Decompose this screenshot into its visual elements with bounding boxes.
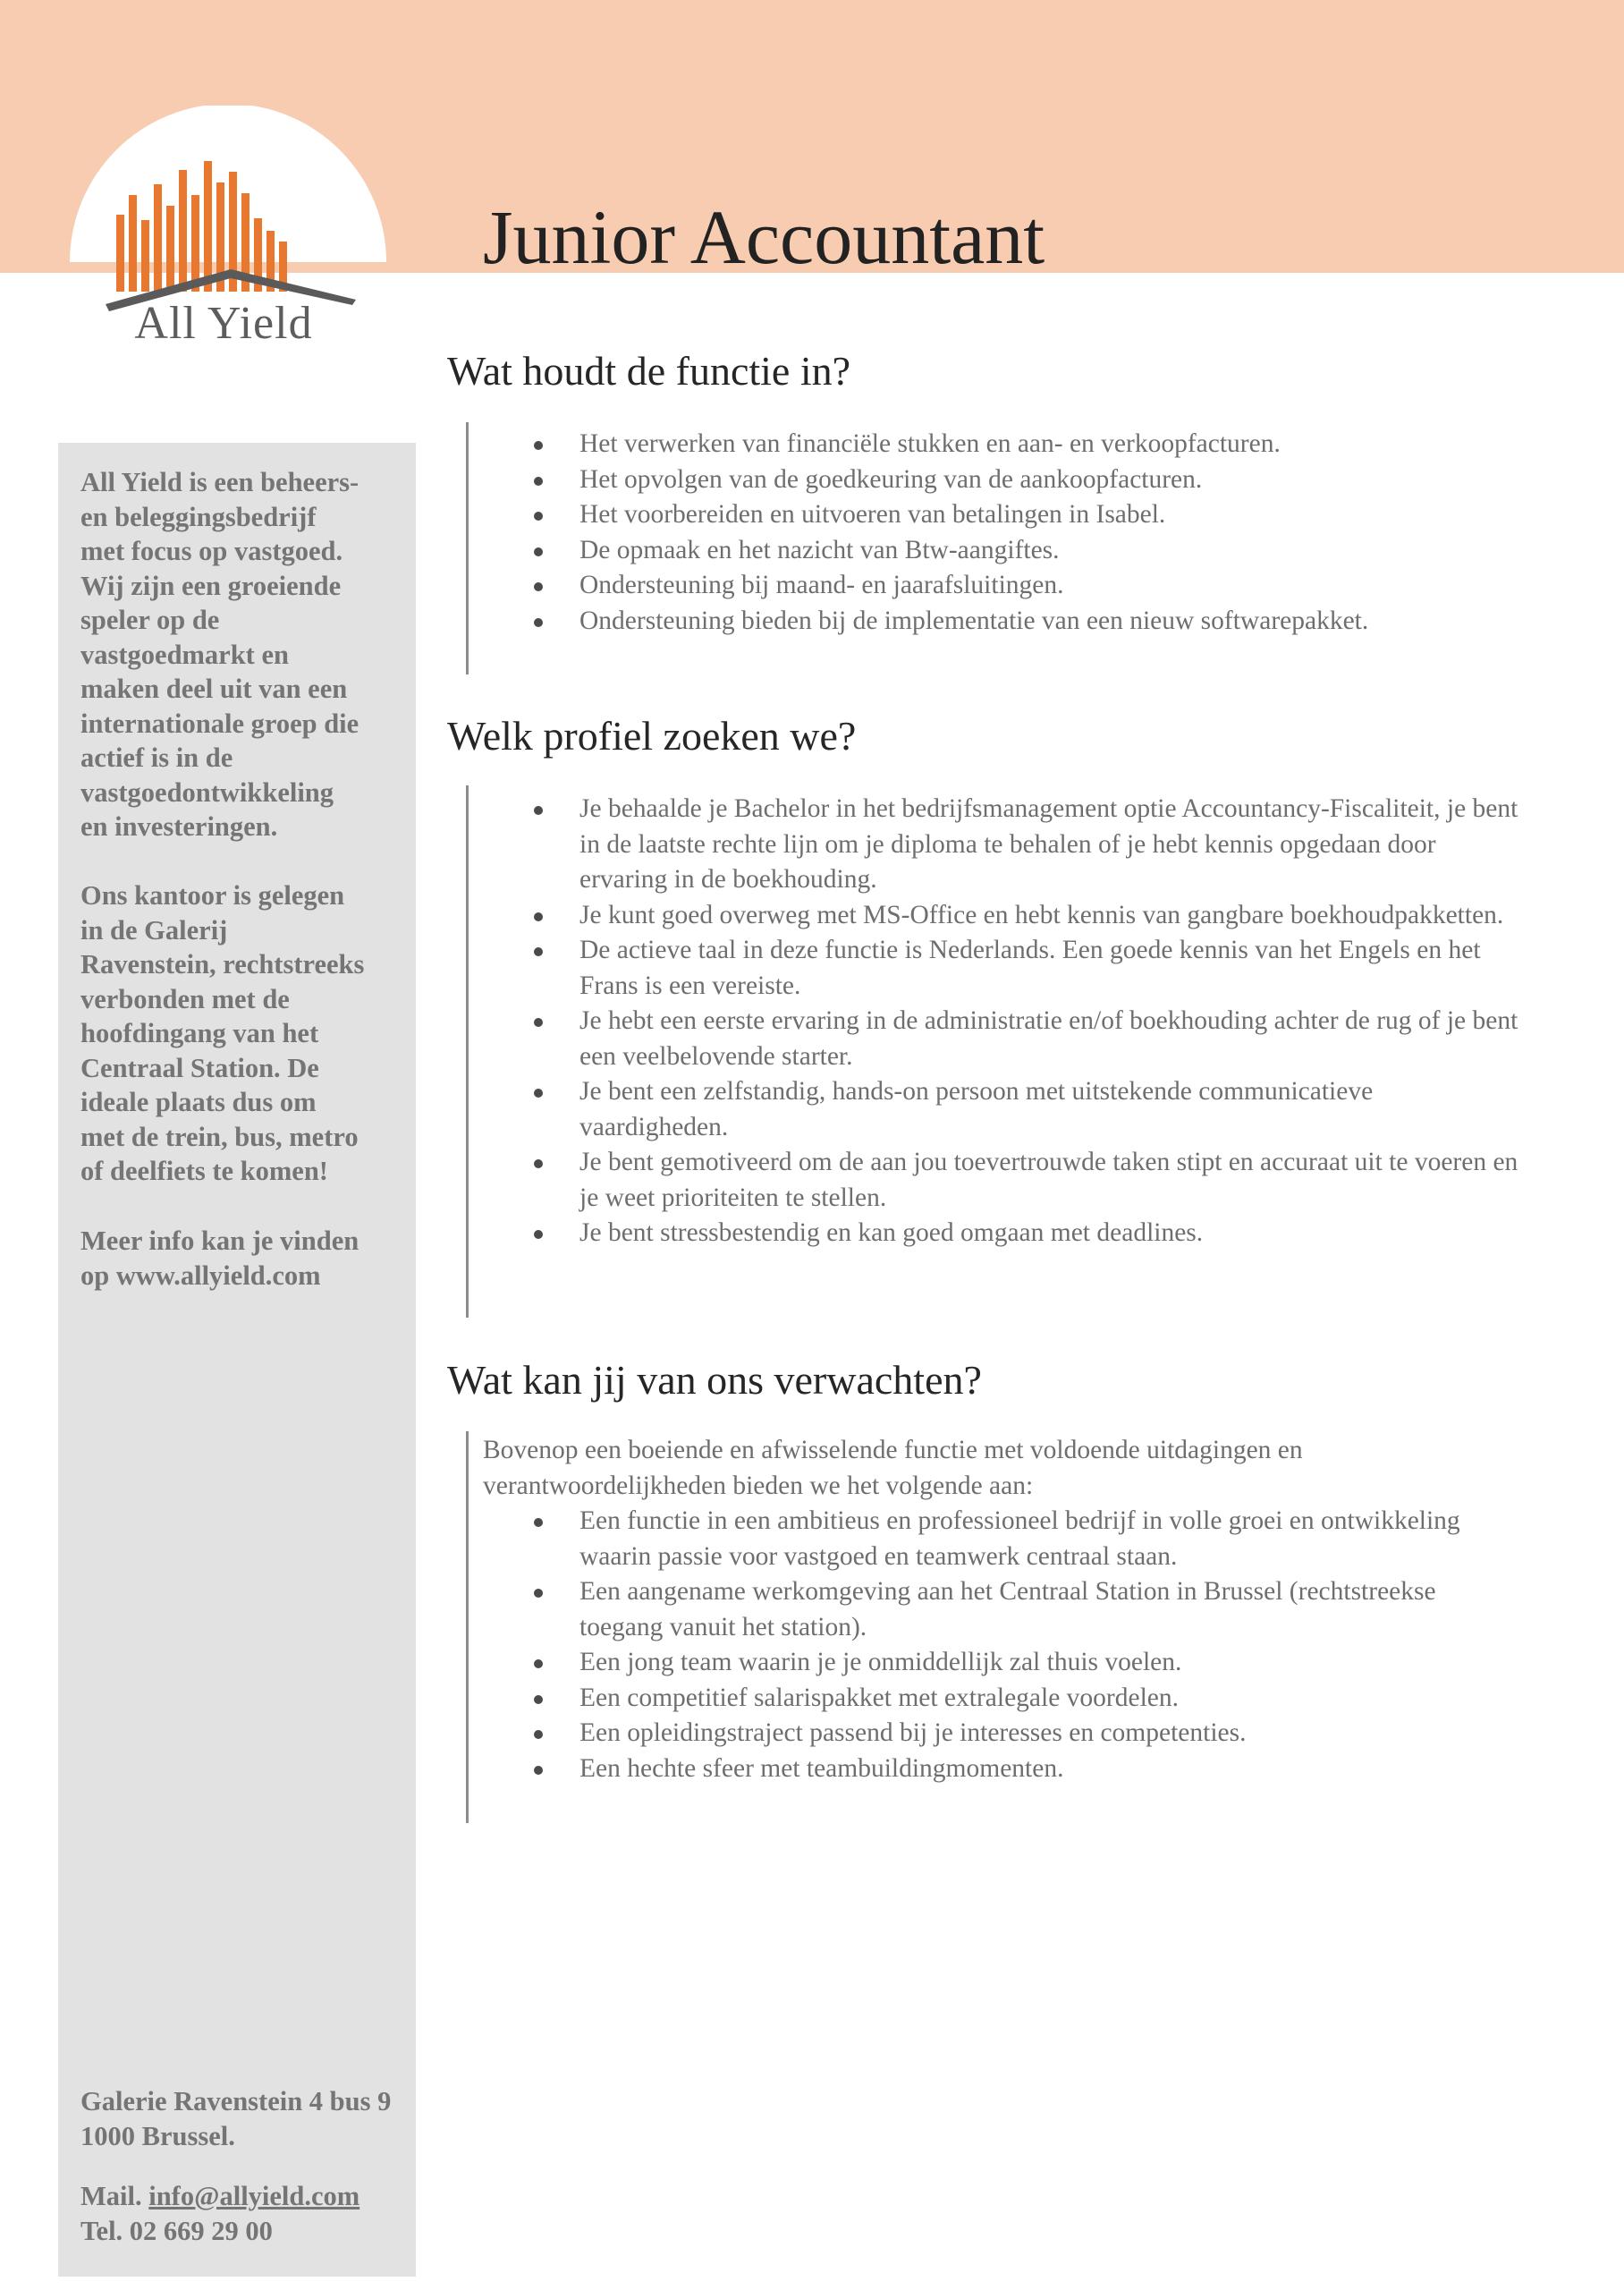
about-line: maken deel uit van een bbox=[80, 674, 348, 704]
list-item: Het verwerken van financiële stukken en aan- en verkoopfacturen. bbox=[483, 427, 1520, 462]
about-line: internationale groep die bbox=[80, 708, 359, 739]
sidebar-more-info bbox=[80, 1224, 402, 1293]
list-item: Een hechte sfeer met teambuildingmomenten. bbox=[483, 1751, 1520, 1787]
about-line: actief is in de bbox=[80, 742, 233, 773]
list-item: Je bent gemotiveerd om de aan jou toevertrouwde taken stipt en accuraat uit te voeren en je weet prioriteiten te stellen. bbox=[483, 1145, 1520, 1216]
list-item: Je bent een zelfstandig, hands-on persoon met uitstekende communicatieve vaardigheden. bbox=[483, 1074, 1520, 1145]
list-item: Ondersteuning bij maand- en jaarafsluitingen. bbox=[483, 568, 1520, 604]
list-item: Het opvolgen van de goedkeuring van de aankoopfacturen. bbox=[483, 462, 1520, 498]
section-heading-offer: Wat kan jij van ons verwachten? bbox=[447, 1357, 982, 1403]
page-title: Junior Accountant bbox=[483, 194, 1045, 280]
list-item: De actieve taal in deze functie is Nederlands. Een goede kennis van het Engels en het Frans is een vereiste. bbox=[483, 933, 1520, 1004]
section-divider bbox=[466, 785, 469, 1318]
about-line: speler op de bbox=[80, 605, 220, 635]
list-item: Een jong team waarin je je onmiddellijk zal thuis voelen. bbox=[483, 1645, 1520, 1681]
section-divider bbox=[466, 422, 469, 674]
sidebar-contact bbox=[80, 2179, 402, 2248]
logo-wordmark: All Yield bbox=[134, 298, 313, 349]
address-line: Galerie Ravenstein 4 bus 9 bbox=[80, 2086, 392, 2116]
mail-label: Mail. bbox=[80, 2181, 142, 2211]
office-line: Centraal Station. De bbox=[80, 1052, 319, 1083]
about-line: met focus op vastgoed. bbox=[80, 536, 343, 566]
offer-list bbox=[483, 1504, 1520, 1786]
about-line: en beleggingsbedrijf bbox=[80, 501, 317, 532]
about-line: vastgoedmarkt en bbox=[80, 639, 289, 670]
office-line: Ravenstein, rechtstreeks bbox=[80, 949, 365, 980]
office-line: in de Galerij bbox=[80, 914, 228, 946]
phone-line: Tel. 02 669 29 00 bbox=[80, 2215, 273, 2246]
list-item: Je hebt een eerste ervaring in de administratie en/of boekhouding achter de rug of je bent een veelbelovende starter. bbox=[483, 1004, 1520, 1074]
offer-intro: Bovenop een boeiende en afwisselende functie met voldoende uitdagingen en verantwoordelijkheden bieden we het volgende aan: bbox=[483, 1436, 1303, 1500]
list-item: Een opleidingstraject passend bij je interesses en competenties. bbox=[483, 1716, 1520, 1751]
profile-list bbox=[483, 792, 1520, 1251]
office-line: hoofdingang van het bbox=[80, 1018, 319, 1048]
function-list bbox=[483, 427, 1520, 639]
list-item: De opmaak en het nazicht van Btw-aangiftes. bbox=[483, 533, 1520, 569]
section-heading-function: Wat houdt de functie in? bbox=[447, 348, 851, 394]
about-line: Wij zijn een groeiende bbox=[80, 570, 342, 601]
office-line: of deelfiets te komen! bbox=[80, 1156, 328, 1186]
list-item: Je kunt goed overweg met MS-Office en hebt kennis van gangbare boekhoudpakketten. bbox=[483, 898, 1520, 934]
about-line: All Yield is een beheers- bbox=[80, 467, 359, 497]
office-line: Ons kantoor is gelegen bbox=[80, 880, 345, 911]
list-item: Een aangename werkomgeving aan het Centraal Station in Brussel (rechtstreekse toegang vanuit het station). bbox=[483, 1574, 1520, 1645]
list-item: Het voorbereiden en uitvoeren van betalingen in Isabel. bbox=[483, 497, 1520, 533]
office-line: verbonden met de bbox=[80, 983, 290, 1014]
sidebar-about bbox=[80, 465, 402, 844]
about-line: en investeringen. bbox=[80, 811, 278, 842]
office-line: ideale plaats dus om bbox=[80, 1087, 317, 1117]
about-line: vastgoedontwikkeling bbox=[80, 776, 334, 808]
address-line: 1000 Brussel. bbox=[80, 2120, 235, 2151]
list-item: Je behaalde je Bachelor in het bedrijfsmanagement optie Accountancy-Fiscaliteit, je bent in de laatste rechte lijn om je diploma te behalen of je hebt kennis opgedaan door ervaring in de boekhouding. bbox=[483, 792, 1520, 898]
section-divider bbox=[466, 1431, 469, 1823]
mail-line bbox=[80, 2179, 402, 2214]
list-item: Een functie in een ambitieus en professioneel bedrijf in volle groei en ontwikkeling waarin passie voor vastgoed en teamwerk centraal staan. bbox=[483, 1504, 1520, 1574]
mail-link[interactable]: info@allyield.com bbox=[148, 2181, 360, 2211]
sidebar-address bbox=[80, 2084, 402, 2153]
section-heading-profile: Welk profiel zoeken we? bbox=[447, 713, 857, 759]
list-item: Ondersteuning bieden bij de implementatie van een nieuw softwarepakket. bbox=[483, 604, 1520, 640]
more-info-line: Meer info kan je vinden bbox=[80, 1226, 359, 1256]
list-item: Je bent stressbestendig en kan goed omgaan met deadlines. bbox=[483, 1216, 1520, 1251]
list-item: Een competitief salarispakket met extralegale voordelen. bbox=[483, 1681, 1520, 1717]
more-info-line: op www.allyield.com bbox=[80, 1260, 321, 1291]
sidebar-office bbox=[80, 878, 402, 1189]
office-line: met de trein, bus, metro bbox=[80, 1121, 359, 1152]
